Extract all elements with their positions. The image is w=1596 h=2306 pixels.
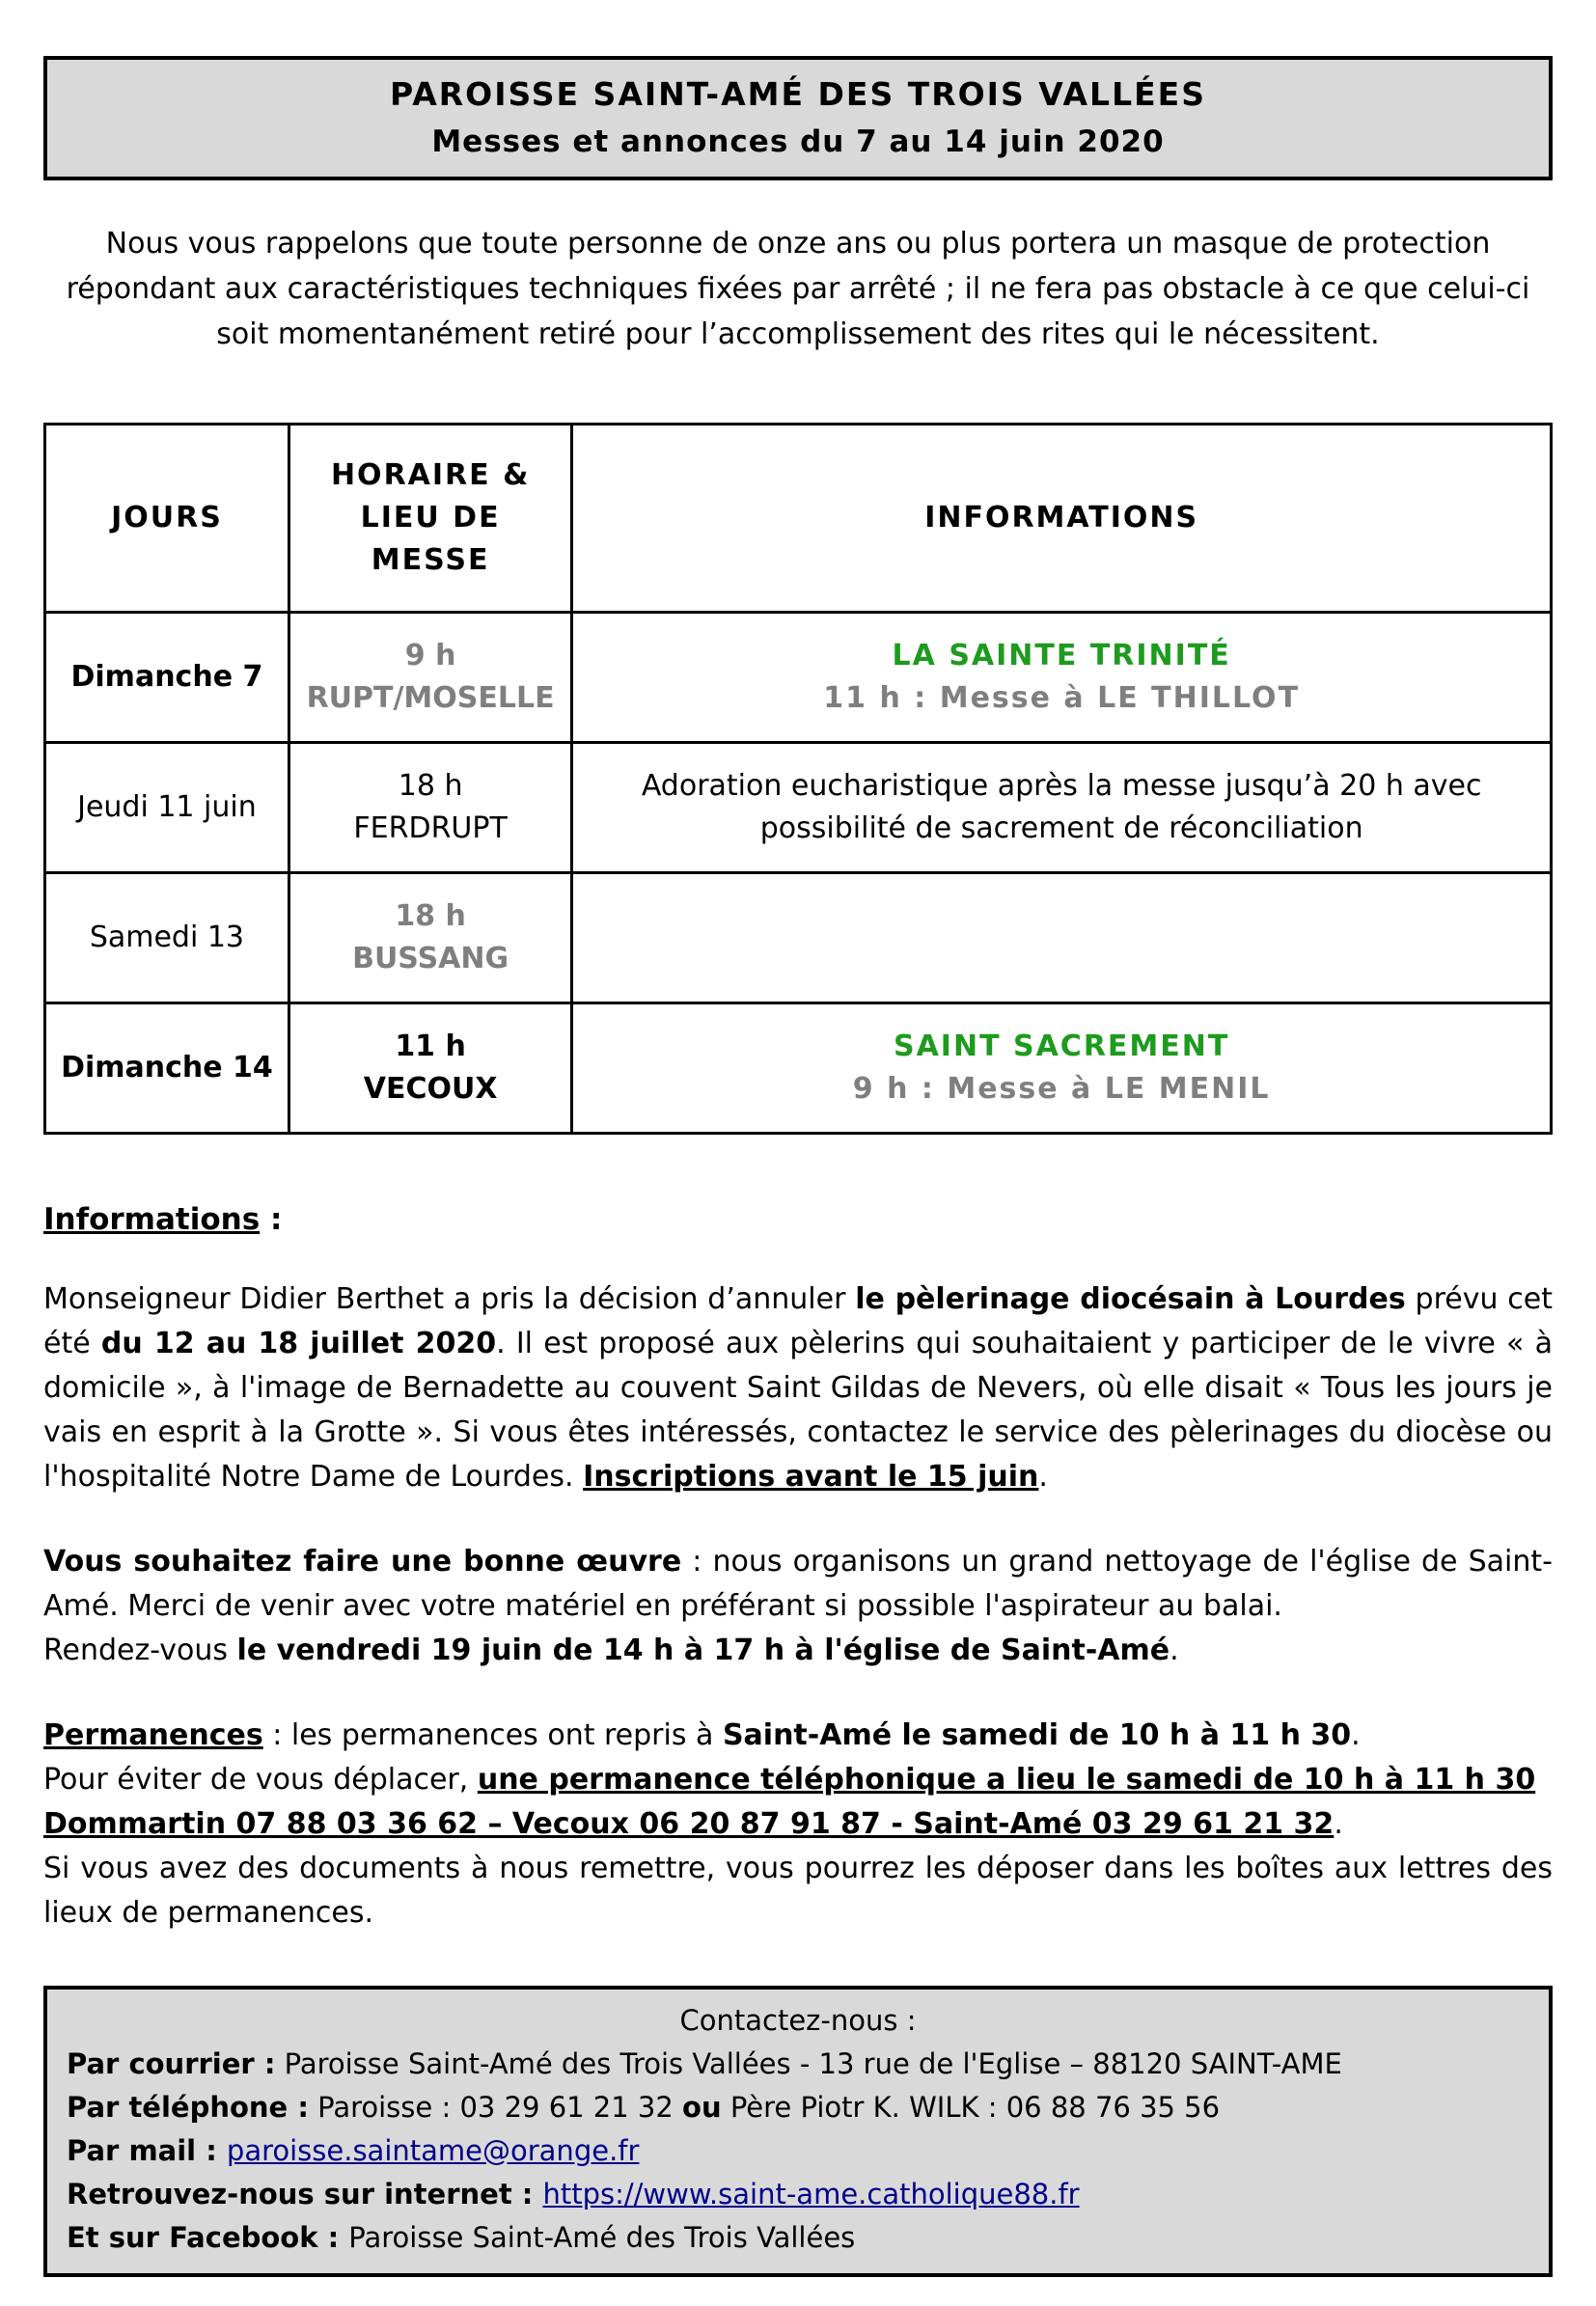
text-run: : les permanences ont repris à xyxy=(262,1718,723,1752)
table-row-jeudi-11 xyxy=(45,743,1552,873)
text-run-bold: du 12 au 18 juillet 2020 xyxy=(100,1327,497,1360)
mail-label: Par mail : xyxy=(67,2134,227,2167)
telephone-value: Paroisse : 03 29 61 21 32 xyxy=(308,2091,683,2124)
mask-notice: Nous vous rappelons que toute personne de onze ans ou plus portera un masque de protection répondant aux caractéristiques techniques fixées par arrêté ; il ne fera pas obstacle à ce que celui-ci soit momentanément retiré pour l’accomplissement des rites qui le nécessitent. xyxy=(66,227,1530,351)
pilgrimage-paragraph xyxy=(43,1277,1553,1499)
info-cell xyxy=(572,1003,1552,1134)
contact-title: Contactez-nous : xyxy=(679,2004,917,2037)
day-cell: Jeudi 11 juin xyxy=(45,743,289,873)
email-link[interactable]: paroisse.saintame@orange.fr xyxy=(226,2134,640,2167)
telephone-value-2: Père Piotr K. WILK : 06 88 76 35 56 xyxy=(721,2091,1221,2124)
other-mass-note: 11 h : Messe à LE THILLOT xyxy=(823,681,1301,715)
mass-time: 18 h xyxy=(398,769,463,803)
feast-title: SAINT SACREMENT xyxy=(893,1029,1230,1063)
contact-box xyxy=(43,1986,1553,2277)
other-mass-note: 9 h : Messe à LE MENIL xyxy=(852,1072,1271,1106)
col-header-jours: JOURS xyxy=(45,425,289,613)
text-run: . xyxy=(1038,1460,1048,1494)
text-run: . Il est proposé aux pèlerins qui souhaitaient y participer de le vivre « à domicile », à l'image de Bernadette au couvent Saint Gildas de Nevers, où elle disait « Tous les jours je vais en esprit à la Grotte ». Si vous êtes intéressés, contactez le service des pèlerinages du diocèse ou l'hospitalité Notre Dame de Lourdes. xyxy=(43,1327,1553,1494)
courrier-label: Par courrier : xyxy=(67,2047,276,2080)
mass-place: BUSSANG xyxy=(352,942,509,975)
mass-time: 11 h xyxy=(395,1029,466,1063)
telephone-label: Par téléphone : xyxy=(67,2091,309,2124)
text-run-bold-underline: Inscriptions avant le 15 juin xyxy=(583,1460,1039,1494)
text-run: Pour éviter de vous déplacer, xyxy=(43,1763,478,1797)
time-place-cell xyxy=(289,873,571,1003)
cleaning-paragraph xyxy=(43,1540,1553,1673)
table-row-dimanche-7 xyxy=(45,613,1552,743)
facebook-label: Et sur Facebook : xyxy=(67,2221,349,2254)
text-run-bold: le vendredi 19 juin de 14 h à 17 h à l'église de Saint-Amé xyxy=(236,1633,1170,1667)
text-run: Monseigneur Didier Berthet a pris la décision d’annuler xyxy=(43,1282,856,1316)
text-run: Si vous avez des documents à nous remettre, vous pourrez les déposer dans les boîtes aux lettres des lieux de permanences. xyxy=(43,1852,1553,1930)
mass-time: 9 h xyxy=(404,639,456,673)
time-place-cell xyxy=(289,1003,571,1134)
contact-line-internet xyxy=(67,2173,1529,2216)
mass-place: FERDRUPT xyxy=(353,811,508,845)
col-header-horaire: HORAIRE & LIEU DE MESSE xyxy=(289,425,571,613)
mass-place: VECOUX xyxy=(363,1072,498,1106)
day-cell: Samedi 13 xyxy=(45,873,289,1003)
table-row-dimanche-14 xyxy=(45,1003,1552,1134)
contact-line-facebook xyxy=(67,2216,1529,2260)
contact-line-courrier xyxy=(67,2043,1529,2086)
text-run: . xyxy=(1351,1718,1361,1752)
feast-title: LA SAINTE TRINITÉ xyxy=(892,639,1231,673)
text-run: . xyxy=(1334,1807,1343,1841)
bulletin-subtitle: Messes et annonces du 7 au 14 juin 2020 xyxy=(431,124,1165,159)
text-run: Rendez-vous xyxy=(43,1633,237,1667)
courrier-value: Paroisse Saint-Amé des Trois Vallées - 13 rue de l'Eglise – 88120 SAINT-AME xyxy=(275,2047,1342,2080)
text-run: : nous organisons un grand nettoyage de l'église de Saint-Amé. Merci de venir avec votre matériel en préférant si possible l'aspirateur au balai. xyxy=(43,1545,1553,1623)
heading-colon: : xyxy=(260,1202,283,1237)
info-cell xyxy=(572,613,1552,743)
text-run: . xyxy=(1169,1633,1179,1667)
table-row-samedi-13 xyxy=(45,873,1552,1003)
text-run-bold: Saint-Amé le samedi de 10 h à 11 h 30 xyxy=(722,1718,1352,1752)
mass-place: RUPT/MOSELLE xyxy=(306,681,555,715)
mass-schedule-table xyxy=(43,423,1553,1135)
informations-heading xyxy=(43,1202,1553,1237)
text-run-bold-underline: Permanences xyxy=(43,1718,263,1752)
header-banner xyxy=(43,56,1553,180)
time-place-cell xyxy=(289,613,571,743)
text-run-bold: le pèlerinage diocésain à Lourdes xyxy=(855,1282,1406,1316)
text-run-bold-underline: une permanence téléphonique a lieu le samedi de 10 h à 11 h 30 xyxy=(477,1763,1536,1797)
info-cell xyxy=(572,873,1552,1003)
internet-label: Retrouvez-nous sur internet : xyxy=(67,2178,543,2210)
table-header-row xyxy=(45,425,1552,613)
permanences-paragraph xyxy=(43,1714,1553,1935)
time-place-cell xyxy=(289,743,571,873)
contact-line-telephone xyxy=(67,2086,1529,2129)
text-run-bold: Vous souhaitez faire une bonne œuvre xyxy=(43,1545,682,1579)
mass-time: 18 h xyxy=(395,899,466,933)
heading-text: Informations xyxy=(43,1202,261,1237)
info-cell: Adoration eucharistique après la messe jusqu’à 20 h avec possibilité de sacrement de réconciliation xyxy=(572,743,1552,873)
text-run: prévu cet été xyxy=(43,1282,1553,1360)
telephone-or: ou xyxy=(682,2091,722,2124)
day-cell: Dimanche 7 xyxy=(45,613,289,743)
facebook-value: Paroisse Saint-Amé des Trois Vallées xyxy=(348,2221,856,2254)
day-cell: Dimanche 14 xyxy=(45,1003,289,1134)
website-link[interactable]: https://www.saint-ame.catholique88.fr xyxy=(542,2178,1080,2210)
contact-line-mail xyxy=(67,2129,1529,2173)
col-header-informations: INFORMATIONS xyxy=(572,425,1552,613)
text-run-bold-underline: Dommartin 07 88 03 36 62 – Vecoux 06 20 87 91 87 - Saint-Amé 03 29 61 21 32 xyxy=(43,1807,1335,1841)
parish-title: PAROISSE SAINT-AMÉ DES TROIS VALLÉES xyxy=(390,75,1206,113)
